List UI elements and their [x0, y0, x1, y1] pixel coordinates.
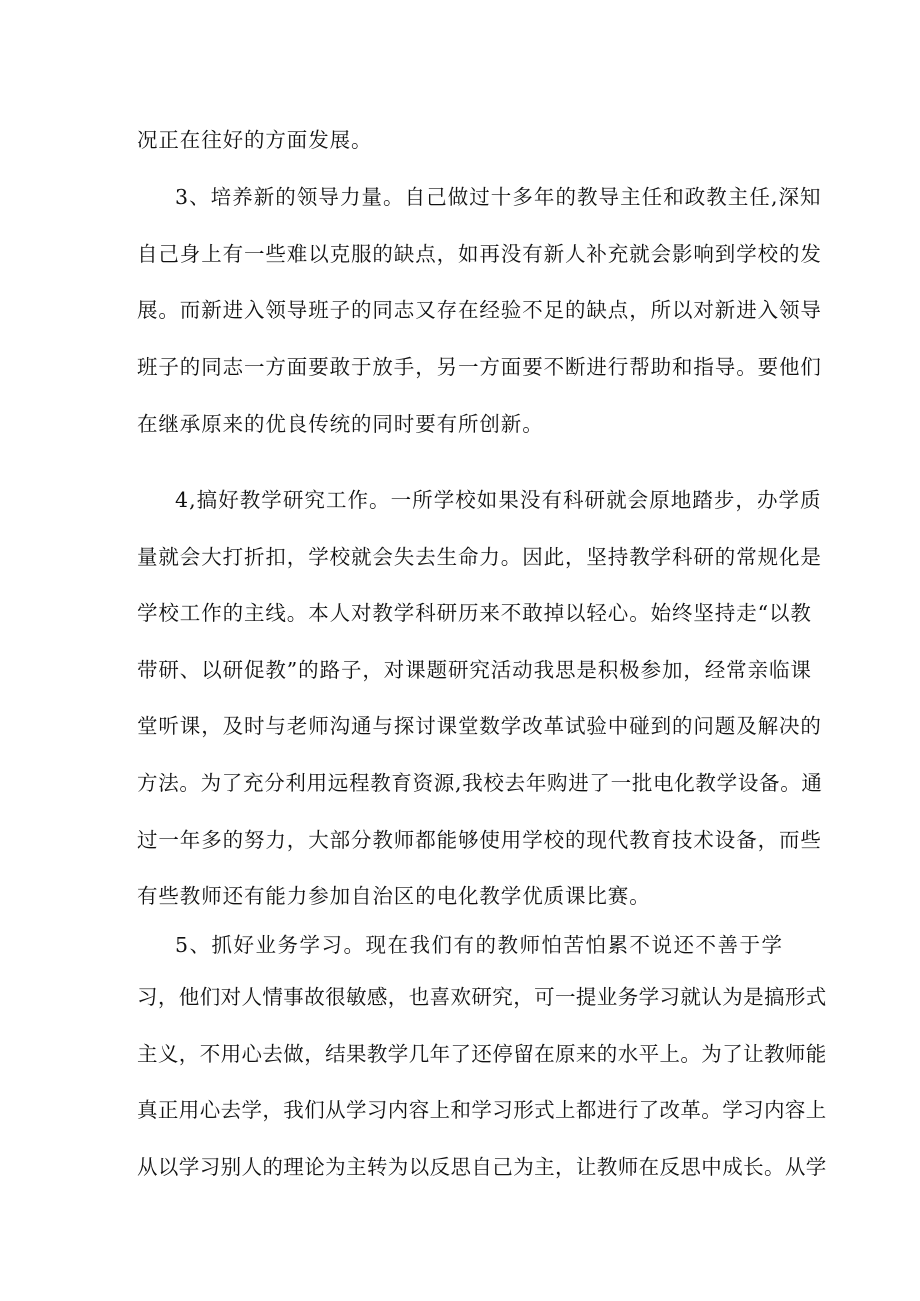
text-line: 自己身上有一些难以克服的缺点，如再没有新人补充就会影响到学校的发: [137, 242, 822, 266]
text-line: 从以学习别人的理论为主转为以反思自己为主，让教师在反思中成长。从学: [137, 1155, 827, 1179]
text-line: 展。而新进入领导班子的同志又存在经验不足的缺点，所以对新进入领导: [137, 298, 822, 322]
text-line: 班子的同志一方面要敢于放手，另一方面要不断进行帮助和指导。要他们: [137, 355, 822, 379]
text-line: 带研、以研促教”的路子，对课题研究活动我思是积极参加，经常亲临课: [137, 658, 812, 682]
text-line: 堂听课，及时与老师沟通与探讨课堂数学改革试验中碰到的问题及解决的: [137, 714, 822, 738]
text-line: 习，他们对人情事故很敏感，也喜欢研究，可一提业务学习就认为是搞形式: [137, 985, 827, 1009]
paragraph-3-line-1: 3、培养新的领导力量。自己做过十多年的教导主任和政教主任,深知: [175, 185, 822, 209]
text-line: 方法。为了充分利用远程教育资源,我校去年购进了一批电化教学设备。通: [137, 771, 823, 795]
paragraph-5-line-1: 5、抓好业务学习。现在我们有的教师怕苦怕累不说还不善于学: [175, 933, 784, 957]
text-line: 有些教师还有能力参加自治区的电化教学优质课比赛。: [137, 884, 651, 908]
text-line: 学校工作的主线。本人对教学科研历来不敢掉以轻心。始终坚持走“以教: [137, 601, 812, 625]
text-line: 量就会大打折扣，学校就会失去生命力。因此，坚持教学科研的常规化是: [137, 545, 822, 569]
text-line: 真正用心去学，我们从学习内容上和学习形式上都进行了改革。学习内容上: [137, 1098, 827, 1122]
paragraph-4-line-1: 4,搞好教学研究工作。一所学校如果没有科研就会原地踏步，办学质: [175, 488, 822, 512]
text-line: 在继承原来的优良传统的同时要有所创新。: [137, 412, 544, 436]
text-line: 况正在往好的方面发展。: [137, 128, 373, 152]
text-line: 过一年多的努力，大部分教师都能够使用学校的现代教育技术设备，而些: [137, 828, 822, 852]
text-line: 主义，不用心去做，结果教学几年了还停留在原来的水平上。为了让教师能: [137, 1042, 827, 1066]
